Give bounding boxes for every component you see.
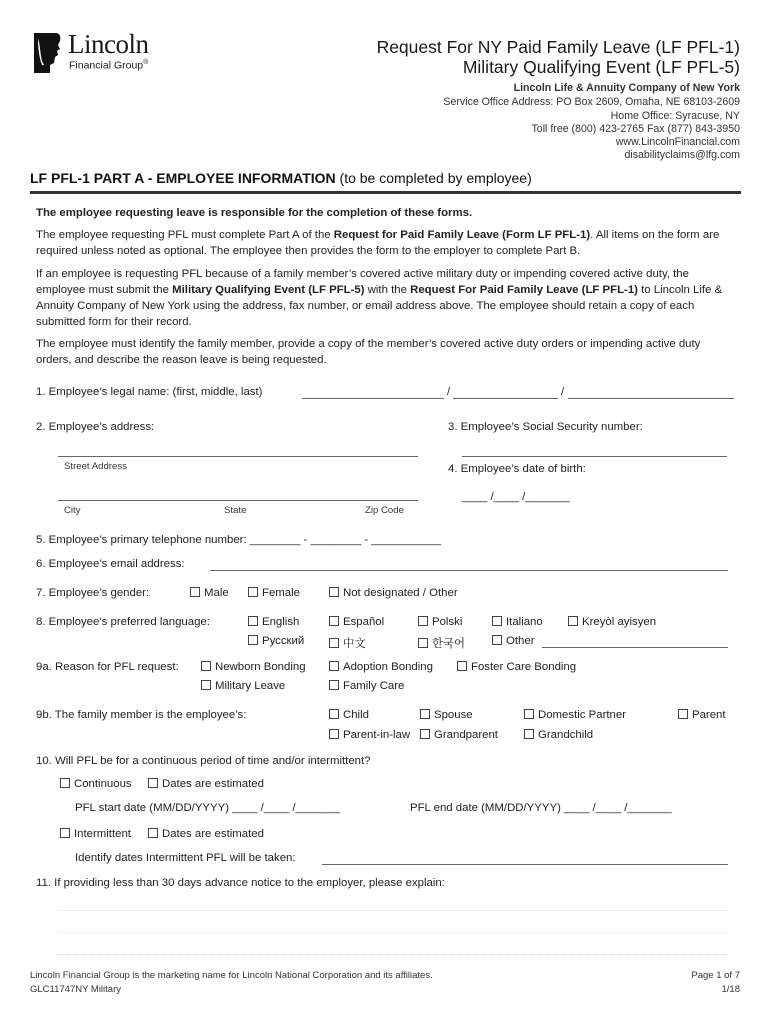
lincoln-profile-icon bbox=[30, 31, 62, 73]
checkbox-icon[interactable] bbox=[492, 635, 502, 645]
intro-responsibility: The employee requesting leave is responsible for the completion of these forms. bbox=[36, 207, 473, 219]
intro-paragraph-2: If an employee is requesting PFL because of a family member’s covered active military duty or impending covered active duty, the employee must submit the Military Qualifying Event (LF PFL-5) with the Request For Paid Family Leave (LF PFL-1) to Lincoln Life & Annuity Company of New York using the address, fax number, or email address above. The employee should retain a copy of each submitted form for their record. bbox=[36, 268, 723, 328]
intermittent-checkbox[interactable]: Intermittent bbox=[60, 828, 131, 840]
lang-other-field[interactable] bbox=[542, 647, 728, 648]
pfl-start-date-field[interactable]: PFL start date (MM/DD/YYYY) ____ /____ /_______ bbox=[75, 802, 340, 814]
checkbox-icon[interactable] bbox=[492, 616, 502, 626]
city-caption: City bbox=[64, 505, 81, 516]
lang-korean[interactable]: 한국어 bbox=[418, 635, 465, 651]
checkbox-icon[interactable] bbox=[329, 680, 339, 690]
zip-caption: Zip Code bbox=[365, 505, 404, 516]
footer-page-number: Page 1 of 7 bbox=[691, 970, 740, 981]
street-address-field[interactable] bbox=[58, 456, 418, 457]
checkbox-icon[interactable] bbox=[148, 828, 158, 838]
dob-field[interactable]: ____ /____ /_______ bbox=[462, 491, 570, 503]
email: disabilityclaims@lfg.com bbox=[624, 149, 740, 161]
street-address-caption: Street Address bbox=[64, 461, 127, 472]
lincoln-logo bbox=[30, 29, 180, 75]
gender-male[interactable]: Male bbox=[190, 587, 229, 599]
checkbox-icon[interactable] bbox=[524, 729, 534, 739]
checkbox-icon[interactable] bbox=[329, 661, 339, 671]
reason-foster[interactable]: Foster Care Bonding bbox=[457, 661, 576, 673]
checkbox-icon[interactable] bbox=[420, 729, 430, 739]
lang-polski[interactable]: Polski bbox=[418, 616, 462, 628]
service-address: Service Office Address: PO Box 2609, Omaha, NE 68103-2609 bbox=[443, 96, 740, 108]
checkbox-icon[interactable] bbox=[678, 709, 688, 719]
gender-other[interactable]: Not designated / Other bbox=[329, 587, 458, 599]
lang-kreyol[interactable]: Kreyòl ayisyen bbox=[568, 616, 656, 628]
q6-label: 6. Employee’s email address: bbox=[36, 558, 185, 570]
checkbox-icon[interactable] bbox=[201, 661, 211, 671]
intermittent-dates-field[interactable] bbox=[322, 864, 728, 865]
home-office: Home Office: Syracuse, NY bbox=[610, 110, 740, 122]
checkbox-icon[interactable] bbox=[568, 616, 578, 626]
checkbox-icon[interactable] bbox=[201, 680, 211, 690]
lang-italiano[interactable]: Italiano bbox=[492, 616, 543, 628]
intro-paragraph-3: The employee must identify the family member, provide a copy of the member’s covered active duty orders or impending active duty orders, and describe the reason leave is being requested. bbox=[36, 338, 701, 366]
checkbox-icon[interactable] bbox=[190, 587, 200, 597]
checkbox-icon[interactable] bbox=[60, 778, 70, 788]
q10-label: 10. Will PFL be for a continuous period of time and/or intermittent? bbox=[36, 755, 371, 767]
checkbox-icon[interactable] bbox=[457, 661, 467, 671]
continuous-estimated-checkbox[interactable]: Dates are estimated bbox=[148, 778, 264, 790]
q8-label: 8. Employee’s preferred language: bbox=[36, 616, 210, 628]
q9b-label: 9b. The family member is the employee’s: bbox=[36, 709, 247, 721]
checkbox-icon[interactable] bbox=[248, 616, 258, 626]
checkbox-icon[interactable] bbox=[329, 587, 339, 597]
name-separator-1: / bbox=[447, 386, 451, 398]
intermittent-dates-label: Identify dates Intermittent PFL will be taken: bbox=[75, 852, 296, 864]
reason-military[interactable]: Military Leave bbox=[201, 680, 285, 692]
section-title: LF PFL-1 PART A - EMPLOYEE INFORMATION (to be completed by employee) bbox=[30, 170, 532, 186]
q3-label: 3. Employee’s Social Security number: bbox=[448, 421, 643, 433]
lang-chinese[interactable]: 中文 bbox=[329, 635, 366, 651]
q7-label: 7. Employee’s gender: bbox=[36, 587, 150, 599]
first-name-field[interactable] bbox=[302, 398, 444, 399]
form-title-1: Request For NY Paid Family Leave (LF PFL-1) bbox=[376, 37, 740, 57]
email-field[interactable] bbox=[210, 570, 728, 571]
explain-field-line-1[interactable] bbox=[58, 910, 728, 911]
member-domestic-partner[interactable]: Domestic Partner bbox=[524, 709, 626, 721]
logo-name: Lincoln bbox=[68, 29, 149, 59]
checkbox-icon[interactable] bbox=[420, 709, 430, 719]
reason-adoption[interactable]: Adoption Bonding bbox=[329, 661, 433, 673]
q4-label: 4. Employee’s date of birth: bbox=[448, 463, 586, 475]
q5-phone-field[interactable]: 5. Employee’s primary telephone number: ________ - ________ - ___________ bbox=[36, 534, 442, 546]
form-title-2: Military Qualifying Event (LF PFL-5) bbox=[462, 57, 740, 77]
checkbox-icon[interactable] bbox=[248, 635, 258, 645]
lang-russian[interactable]: Русский bbox=[248, 635, 304, 647]
q1-label: 1. Employee’s legal name: (first, middle, last) bbox=[36, 386, 263, 398]
continuous-checkbox[interactable]: Continuous bbox=[60, 778, 132, 790]
section-rule bbox=[30, 191, 741, 194]
checkbox-icon[interactable] bbox=[418, 616, 428, 626]
q9a-label: 9a. Reason for PFL request: bbox=[36, 661, 179, 673]
member-child[interactable]: Child bbox=[329, 709, 369, 721]
footer-disclaimer: Lincoln Financial Group is the marketing name for Lincoln National Corporation and its affiliates. bbox=[30, 970, 433, 981]
middle-name-field[interactable] bbox=[453, 398, 558, 399]
lang-espanol[interactable]: Español bbox=[329, 616, 384, 628]
intro-paragraph-1: The employee requesting PFL must complete Part A of the Request for Paid Family Leave (Form LF PFL-1). All items on the form are required unless noted as optional. The employee then provides the form to the employer to complete Part B. bbox=[36, 229, 720, 257]
member-grandchild[interactable]: Grandchild bbox=[524, 729, 593, 741]
logo-group: Financial Group® bbox=[69, 59, 149, 72]
checkbox-icon[interactable] bbox=[148, 778, 158, 788]
footer-revision-date: 1/18 bbox=[721, 984, 740, 995]
ssn-field[interactable] bbox=[462, 456, 727, 457]
explain-field-line-2[interactable] bbox=[58, 932, 728, 933]
reason-family-care[interactable]: Family Care bbox=[329, 680, 404, 692]
checkbox-icon[interactable] bbox=[248, 587, 258, 597]
state-caption: State bbox=[224, 505, 247, 516]
website: www.LincolnFinancial.com bbox=[615, 136, 740, 148]
footer-form-number: GLC11747NY Military bbox=[30, 984, 121, 995]
lang-english[interactable]: English bbox=[248, 616, 299, 628]
last-name-field[interactable] bbox=[568, 398, 734, 399]
explain-field-line-3[interactable] bbox=[58, 954, 728, 955]
member-parent[interactable]: Parent bbox=[678, 709, 726, 721]
pfl-end-date-field[interactable]: PFL end date (MM/DD/YYYY) ____ /____ /_______ bbox=[410, 802, 672, 814]
member-grandparent[interactable]: Grandparent bbox=[420, 729, 498, 741]
member-parent-in-law[interactable]: Parent-in-law bbox=[329, 729, 410, 741]
checkbox-icon[interactable] bbox=[524, 709, 534, 719]
checkbox-icon[interactable] bbox=[418, 638, 428, 648]
member-spouse[interactable]: Spouse bbox=[420, 709, 473, 721]
checkbox-icon[interactable] bbox=[329, 616, 339, 626]
checkbox-icon[interactable] bbox=[329, 638, 339, 648]
checkbox-icon[interactable] bbox=[329, 709, 339, 719]
checkbox-icon[interactable] bbox=[60, 828, 70, 838]
reason-newborn[interactable]: Newborn Bonding bbox=[201, 661, 306, 673]
q11-label: 11. If providing less than 30 days advance notice to the employer, please explain: bbox=[36, 877, 445, 889]
name-separator-2: / bbox=[561, 386, 565, 398]
city-state-zip-field[interactable] bbox=[58, 500, 418, 501]
phone-fax: Toll free (800) 423-2765 Fax (877) 843-3950 bbox=[531, 123, 740, 135]
company-name: Lincoln Life & Annuity Company of New York bbox=[513, 82, 740, 94]
intermittent-estimated-checkbox[interactable]: Dates are estimated bbox=[148, 828, 264, 840]
q2-label: 2. Employee’s address: bbox=[36, 421, 155, 433]
checkbox-icon[interactable] bbox=[329, 729, 339, 739]
gender-female[interactable]: Female bbox=[248, 587, 300, 599]
lang-other[interactable]: Other bbox=[492, 635, 535, 647]
